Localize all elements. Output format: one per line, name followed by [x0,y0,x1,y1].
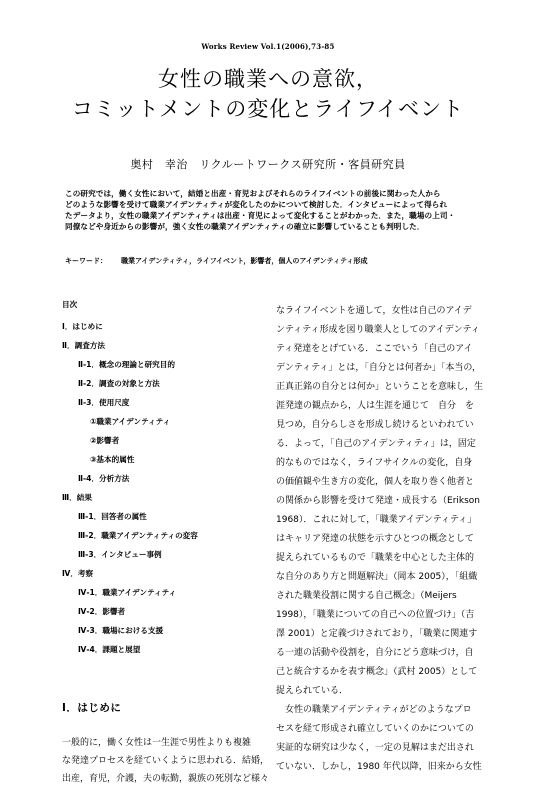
toc-item: Ⅲ-1．回答者の属性 [78,512,147,521]
toc-item: Ⅱ-2．調査の対象と方法 [78,379,160,388]
toc-item: ②影響者 [90,436,120,445]
body-line: 捉えられている． [276,686,349,696]
body-line: された職業役割に関する自己概念」（Meijers [276,591,457,601]
toc-item: Ⅱ．調査方法 [62,341,105,350]
toc-item: Ⅰ．はじめに [62,322,103,331]
body-line: ティ発達をとげている．ここでいう「自己のアイ [276,344,473,354]
journal-header: Works Review Vol.1(2006),73-85 [201,42,335,51]
body-line: 正真正銘の自分とは何か」ということを意味し，生 [276,382,484,392]
toc-item: Ⅳ-1．職業アイデンティティ [78,588,177,597]
toc-item: Ⅳ-4．課題と展望 [78,645,141,654]
abstract-line: この研究では，働く女性において，結婚と出産・育児およびそれらのライフイベントの前後に関わった人から [65,189,441,198]
body-line: 出産，育児，介護，夫の転勤，親族の死別など様々 [62,774,270,784]
body-line: る一連の活動や役割を，自分にどう意味づけ，自 [276,648,474,658]
abstract-line: たデータより，女性の職業アイデンティティは出産・育児によって変化することがわかった．また，職場の上司・ [65,211,456,220]
body-line: 実証的な研究は少なく，一定の見解はまだ出され [276,743,474,753]
toc-item: ①職業アイデンティティ [90,417,171,426]
body-line: 捉えられているもので「職業を中心とした主体的 [276,553,475,563]
toc-item: Ⅲ-2．職業アイデンティティの変容 [78,531,198,540]
toc-item: ③基本的属性 [90,455,135,464]
toc-item: Ⅲ．結果 [62,493,92,502]
body-line: 涯発達の観点から，人は生涯を通じて 自分 を [276,401,475,411]
keywords-text: 職業アイデンティティ，ライフイベント，影響者，個人のアイデンティティ形成 [121,257,368,265]
body-line: 1968）．これに対して，「職業アイデンティティ」 [276,515,477,525]
body-line: 見つめ，自分らしさを形成し続けるといわれてい [276,420,474,430]
keywords-label: キーワード： [65,257,107,265]
body-line: はキャリア発達の状態を示すひとつの概念として [276,534,474,544]
body-line: な発達プロセスを経ていくように思われる．結婚， [62,756,270,766]
toc-item: Ⅱ-3．使用尺度 [78,398,130,407]
body-line: ていない．しかし，1980 年代以降，旧来から女性 [276,762,482,772]
toc-item: Ⅳ-2．影響者 [78,607,126,616]
body-line: 澤 2001）と定義づけされており，「職業に関連す [276,629,478,639]
body-line: る．よって，「自己のアイデンティティ」は，固定 [276,439,476,449]
right-column-body [276,302,488,777]
body-line: 己と統合するかを表す概念」（武村 2005）として [276,667,478,677]
abstract-line: 同僚などや身近からの影響が，強く女性の職業アイデンティティの確立に影響していることも判明した． [65,222,425,231]
paper-title-line-2: コミットメントの変化とライフイベント [71,97,465,121]
abstract [65,188,475,232]
body-line: 的なものではなく，ライフサイクルの変化，自身 [276,458,473,468]
toc-item: Ⅲ-3．インタビュー事例 [78,550,162,559]
table-of-contents [62,299,272,659]
toc-item: Ⅱ-1．概念の理論と研究目的 [78,360,175,369]
section-heading-introduction: Ⅰ．はじめに [62,702,122,714]
toc-item: Ⅱ-4．分析方法 [78,474,130,483]
keywords [65,256,475,266]
body-line: の関係から影響を受けて発達・成長する（Erikson [276,496,480,506]
author-line: 奥村 幸治 リクルートワークス研究所・客員研究員 [130,158,406,171]
toc-item: Ⅳ．考察 [62,569,94,578]
body-line: 一般的に，働く女性は一生涯で男性よりも複雑 [62,738,252,748]
paper-title-line-1: 女性の職業への意欲， [158,67,378,91]
body-line: の価値観や生き方の変化，個人を取り巻く他者と [276,477,475,487]
abstract-line: どのような影響を受けて職業アイデンティティが変化したのかについて検討した．インタビューによって得られ [65,200,448,209]
body-line: なライフイベントを通して，女性は自己のアイデ [276,306,472,316]
toc-heading: 目次 [62,300,78,309]
left-column-body [62,734,270,788]
body-line: セスを経て形成され確立していくのかについての [276,724,474,734]
body-line: 1998），「職業についての自己への位置づけ」（吉 [276,610,475,620]
body-line: 女性の職業アイデンティティがどのようなプロ [276,705,472,715]
body-line: な自分のあり方と問題解決」（岡本 2005），「組織 [276,572,478,582]
body-line: デンティティ」とは，「自分とは何者か」「本当の， [276,363,482,373]
toc-list [62,317,272,659]
body-line: ンティティ形成を図り職業人としてのアイデンティ [276,325,480,335]
toc-item: Ⅳ-3．職場における支援 [78,626,164,635]
